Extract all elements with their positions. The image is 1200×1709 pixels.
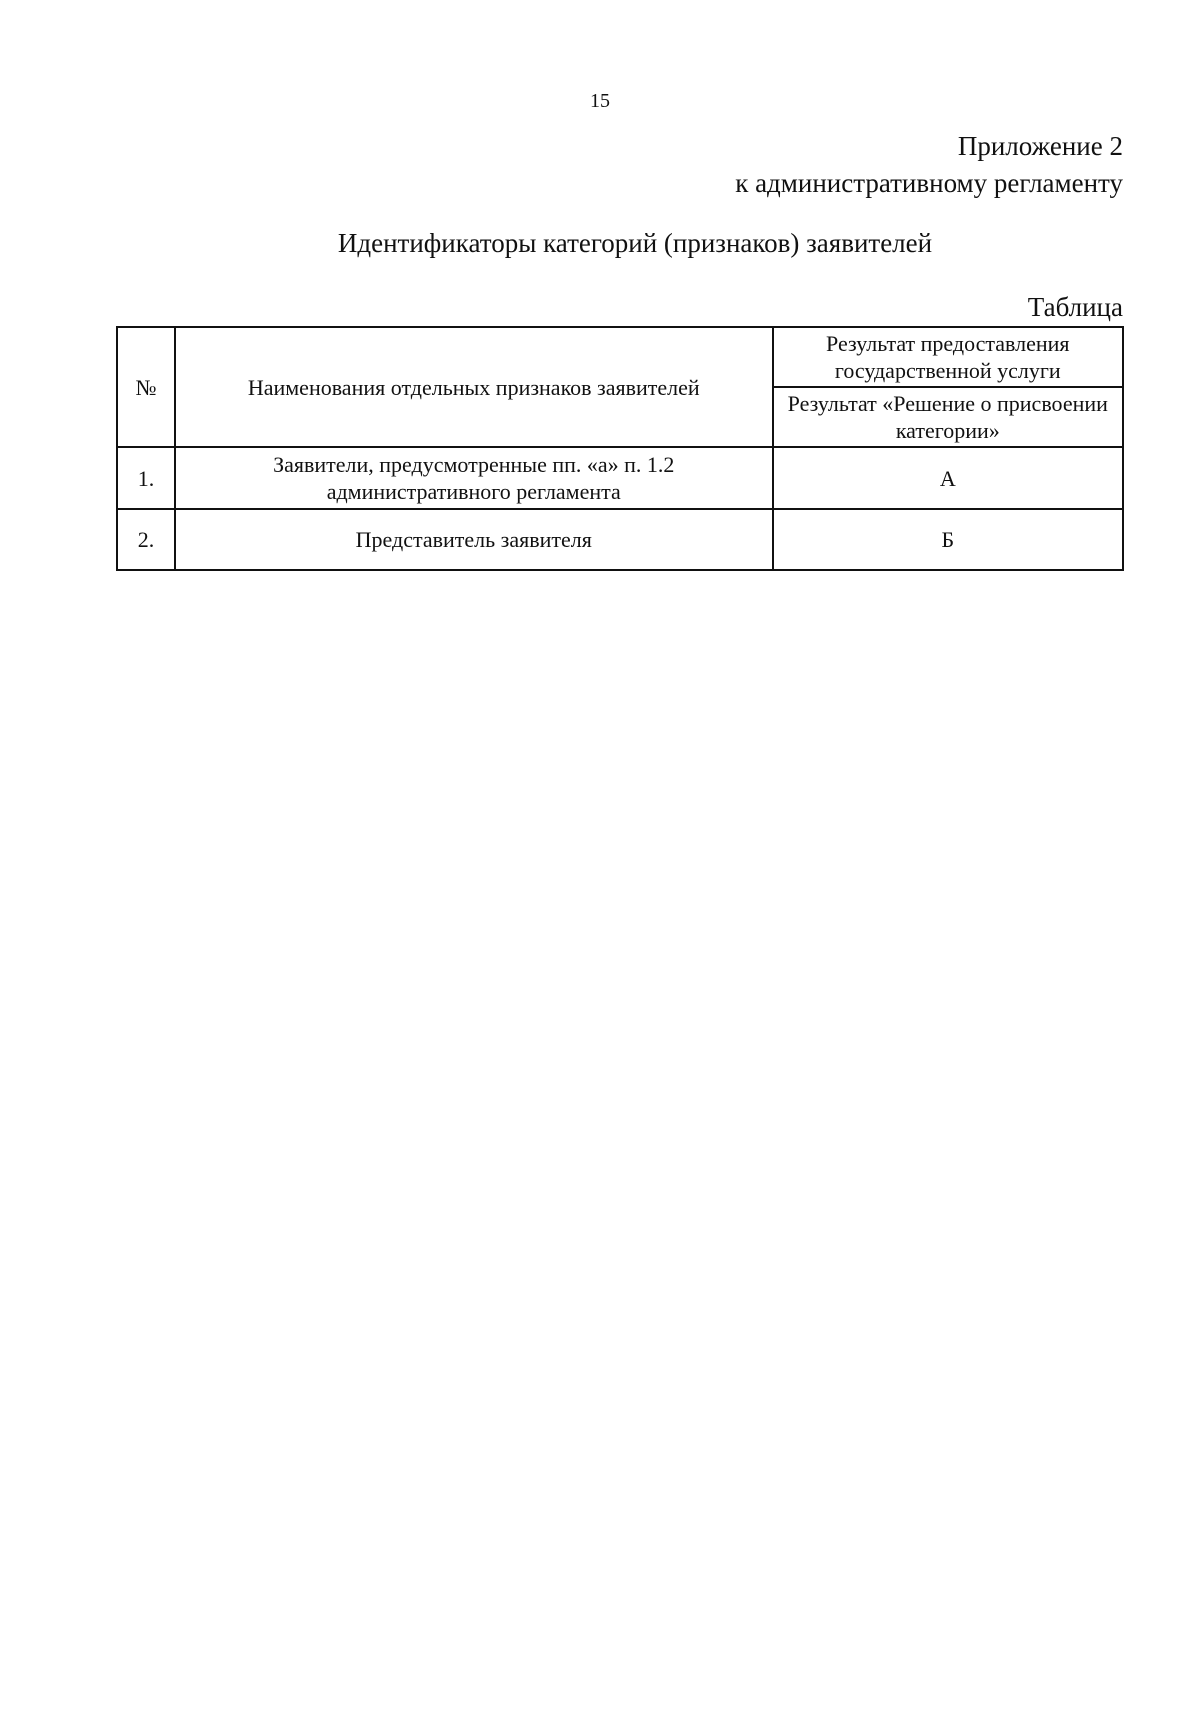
table-header-row	[117, 327, 1123, 387]
applicant-categories-table	[116, 326, 1124, 571]
table-row	[117, 509, 1123, 570]
appendix-label	[735, 128, 1123, 202]
table-row	[117, 447, 1123, 509]
row-result: Б	[773, 509, 1123, 570]
header-result-group: Результат предоставления государственной услуги	[773, 327, 1123, 387]
header-number: №	[117, 327, 175, 447]
header-result-sub: Результат «Решение о присвоении категории»	[773, 387, 1123, 447]
row-number: 1.	[117, 447, 175, 509]
page-number: 15	[590, 90, 610, 112]
row-number: 2.	[117, 509, 175, 570]
row-name: Заявители, предусмотренные пп. «а» п. 1.2 административного регламента	[175, 447, 773, 509]
header-name: Наименования отдельных признаков заявителей	[175, 327, 773, 447]
row-name: Представитель заявителя	[175, 509, 773, 570]
document-title: Идентификаторы категорий (признаков) заявителей	[337, 228, 933, 258]
appendix-line-2: к административному регламенту	[735, 168, 1123, 198]
table-caption: Таблица	[1027, 292, 1123, 322]
appendix-line-1: Приложение 2	[957, 131, 1123, 161]
row-result: А	[773, 447, 1123, 509]
